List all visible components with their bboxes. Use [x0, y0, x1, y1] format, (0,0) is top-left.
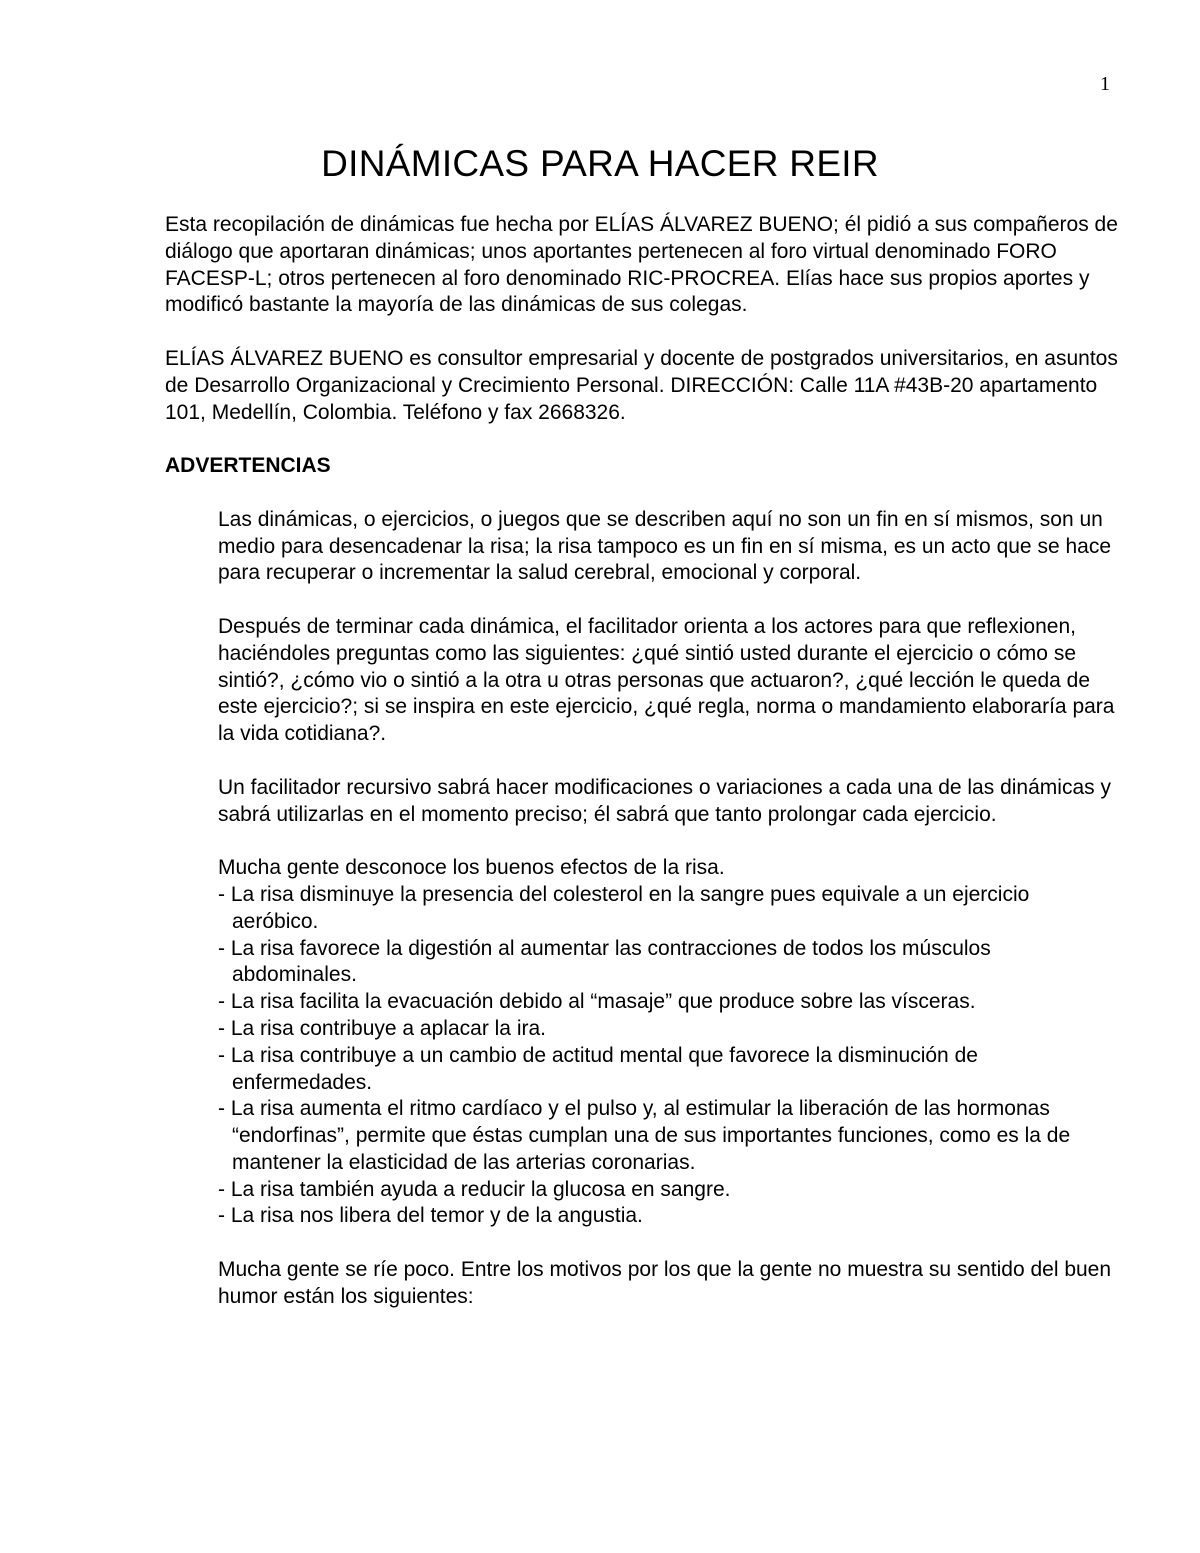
advertencias-paragraph-2: Después de terminar cada dinámica, el facilitador orienta a los actores para que reflexionen, haciéndoles preguntas como las siguientes: ¿qué sintió usted durante el ejercicio o cómo se sintió?, ¿cómo vio o sintió a la otra u otras personas que actuaron?, ¿qué lección le queda de este ejercicio?; si se inspira en este ejercicio, ¿qué regla, norma o mandamiento elaboraría para la vida cotidiana?.	[218, 614, 1115, 746]
document-body	[165, 212, 1125, 1337]
list-item: - La risa aumenta el ritmo cardíaco y el pulso y, al estimular la liberación de las hormonas “endorfinas”, permite que éstas cumplan una de sus importantes funciones, como es la de mantener la elasticidad de las arterias coronarias.	[218, 1097, 1071, 1174]
advertencias-paragraph-1: Las dinámicas, o ejercicios, o juegos que se describen aquí no son un fin en sí mismos, son un medio para desencadenar la risa; la risa tampoco es un fin en sí misma, es un acto que se hace para recuperar o incrementar la salud cerebral, emocional y corporal.	[218, 507, 1111, 585]
list-item: - La risa favorece la digestión al aumentar las contracciones de todos los músculos abdominales.	[218, 936, 991, 987]
benefits-list	[218, 882, 1118, 1230]
document-title: DINÁMICAS PARA HACER REIR	[321, 143, 879, 184]
intro-paragraph-2: ELÍAS ÁLVAREZ BUENO es consultor empresarial y docente de postgrados universitarios, en asuntos de Desarrollo Organizacional y Crecimiento Personal. DIRECCIÓN: Calle 11A #43B-20 apartamento 101, Medellín, Colombia. Teléfono y fax 2668326.	[165, 346, 1118, 424]
intro-paragraph-1: Esta recopilación de dinámicas fue hecha por ELÍAS ÁLVAREZ BUENO; él pidió a sus compañeros de diálogo que aportaran dinámicas; unos aportantes pertenecen al foro virtual denominado FORO FACESP-L; otros pertenecen al foro denominado RIC-PROCREA. Elías hace sus propios aportes y modificó bastante la mayoría de las dinámicas de sus colegas.	[165, 213, 1118, 317]
benefits-intro: Mucha gente desconoce los buenos efectos de la risa.	[218, 856, 725, 880]
list-item: - La risa también ayuda a reducir la glucosa en sangre.	[218, 1177, 731, 1201]
list-item: - La risa disminuye la presencia del colesterol en la sangre pues equivale a un ejercicio aeróbico.	[218, 882, 1030, 933]
list-item: - La risa facilita la evacuación debido al “masaje” que produce sobre las vísceras.	[218, 990, 976, 1014]
advertencias-section	[218, 507, 1118, 1311]
section-heading-advertencias: ADVERTENCIAS	[165, 454, 331, 478]
advertencias-paragraph-4: Mucha gente se ríe poco. Entre los motivos por los que la gente no muestra su sentido del buen humor están los siguientes:	[218, 1258, 1112, 1308]
list-item: - La risa contribuye a aplacar la ira.	[218, 1016, 546, 1040]
page-number: 1	[1100, 73, 1110, 95]
advertencias-paragraph-3: Un facilitador recursivo sabrá hacer modificaciones o variaciones a cada una de las dinámicas y sabrá utilizarlas en el momento preciso; él sabrá que tanto prolongar cada ejercicio.	[218, 775, 1111, 826]
list-item: - La risa contribuye a un cambio de actitud mental que favorece la disminución de enfermedades.	[218, 1043, 978, 1094]
list-item: - La risa nos libera del temor y de la angustia.	[218, 1204, 643, 1228]
